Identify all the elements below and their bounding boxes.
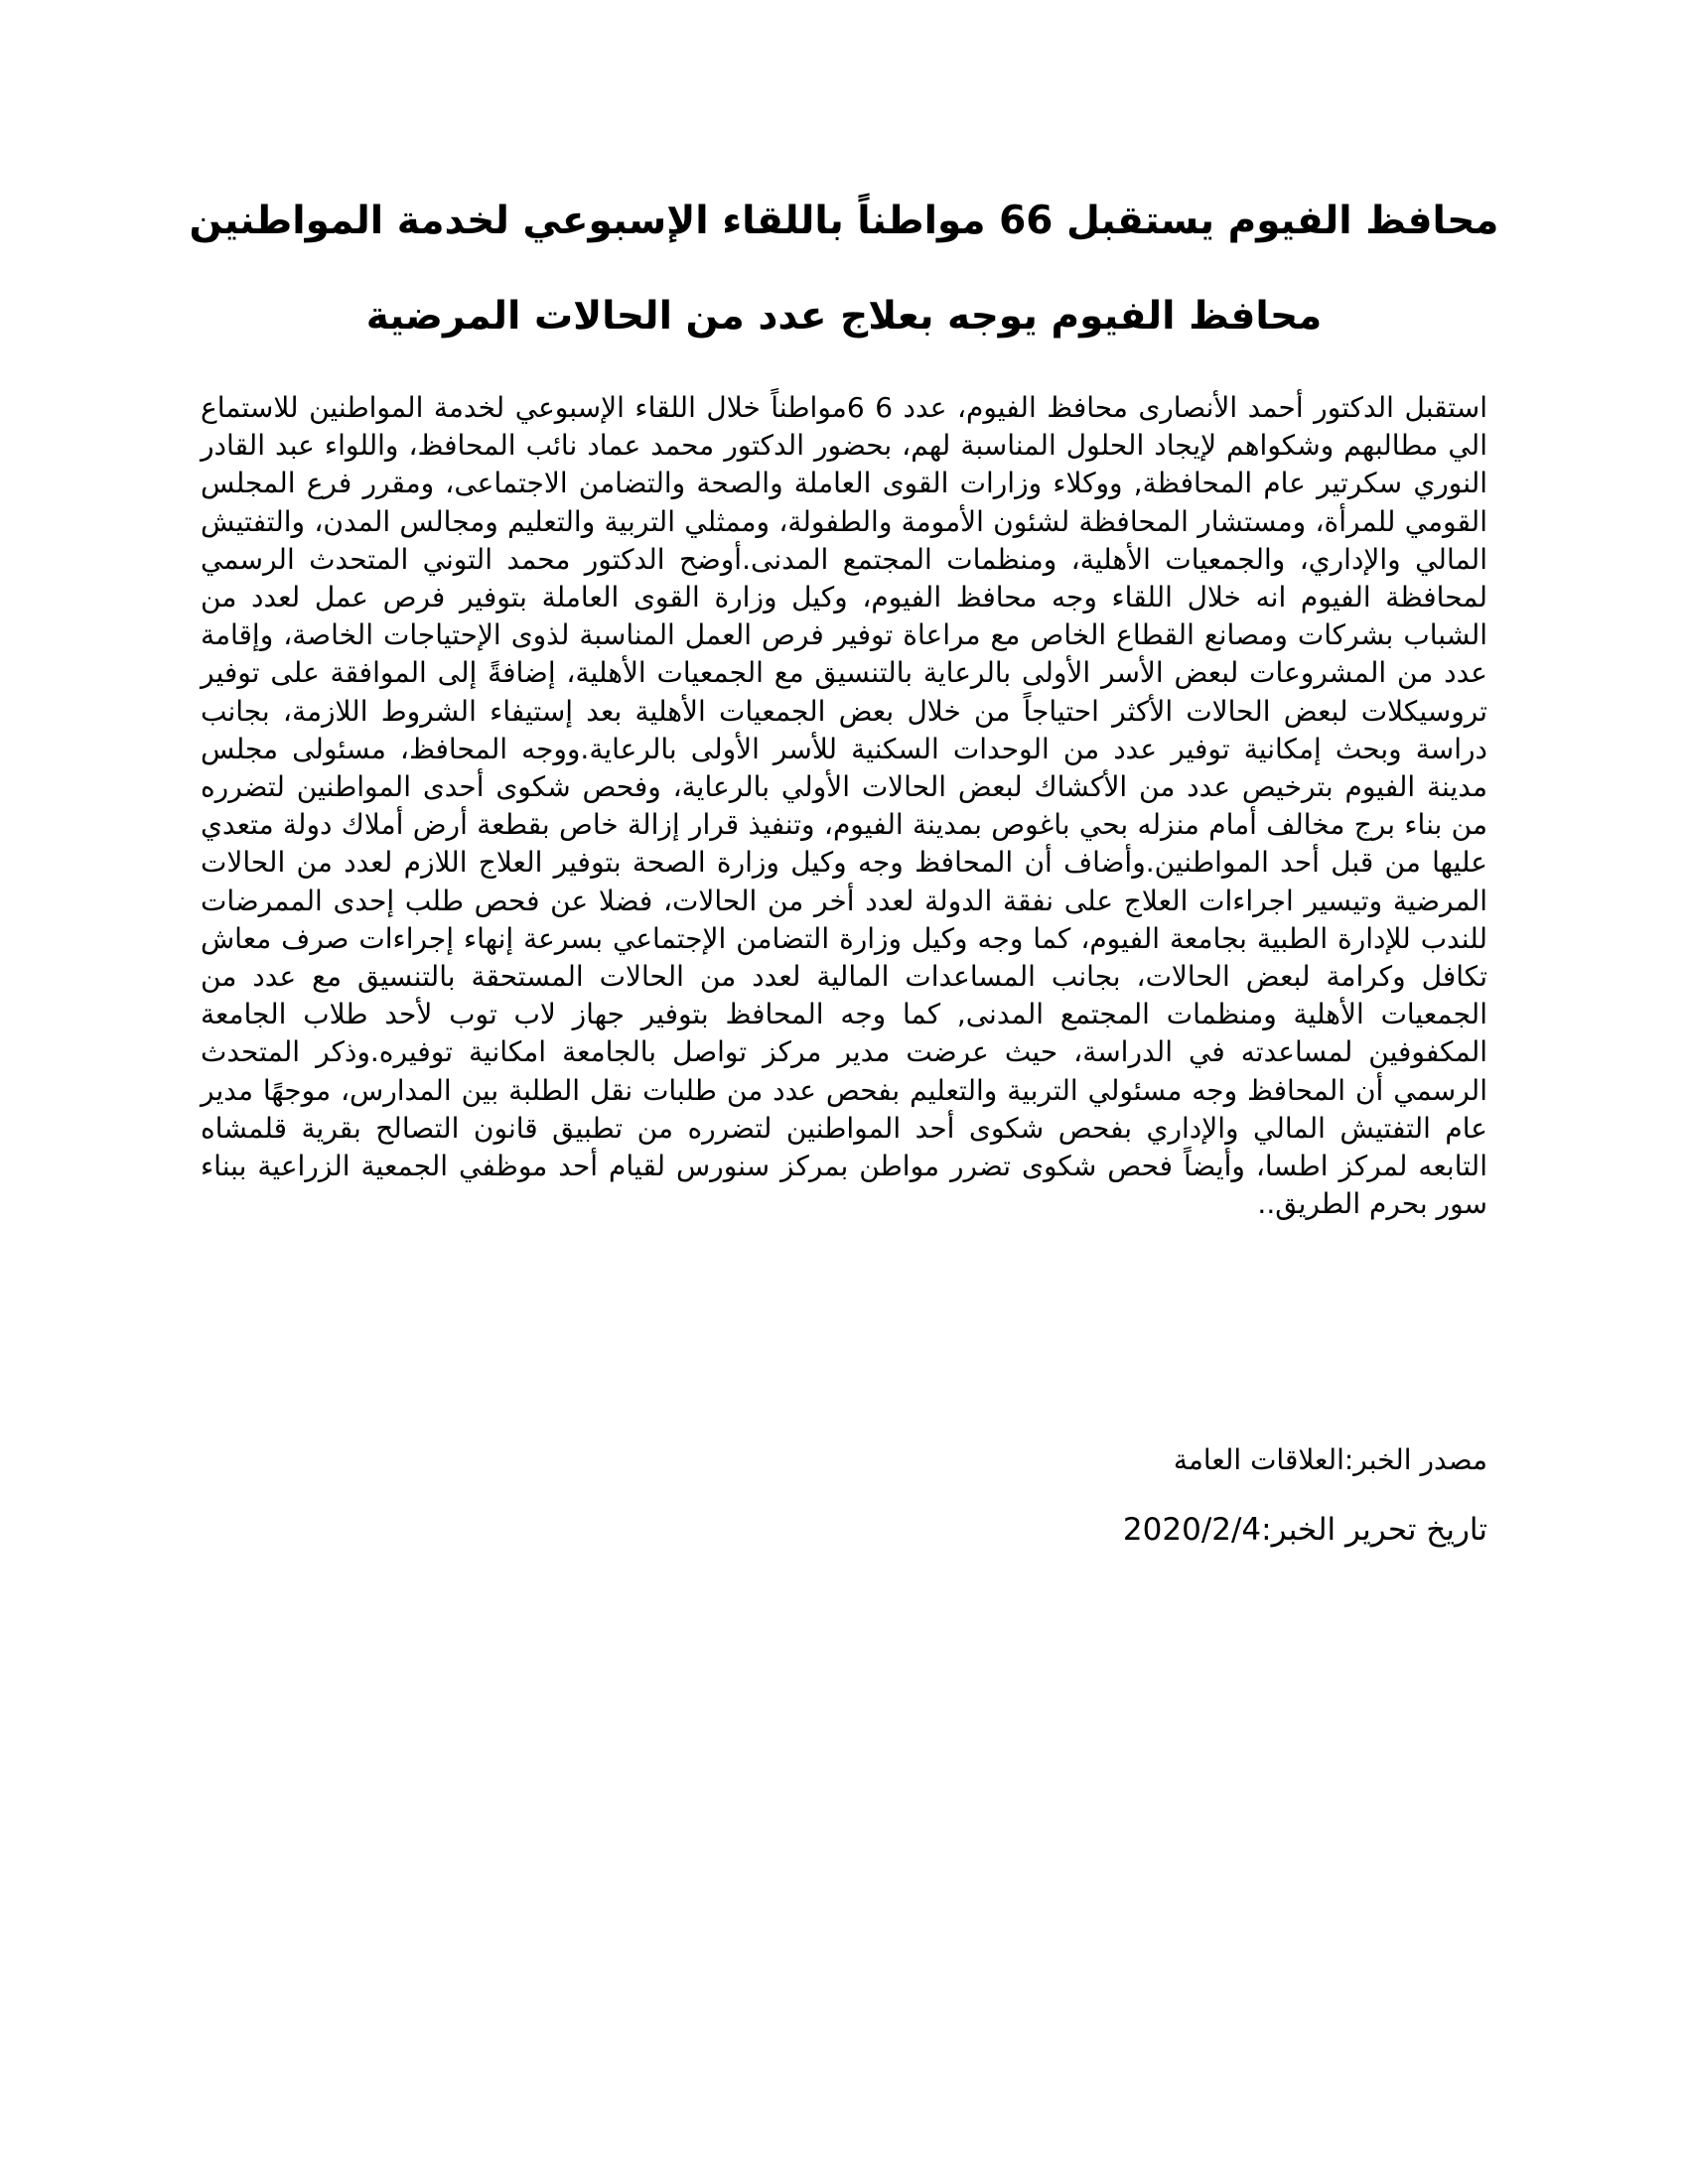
article-body: استقبل الدكتور أحمد الأنصارى محافظ الفيوم، عدد 6 6مواطناً خلال اللقاء الإسبوعي لخدمة المواطنين للاستماع الي مطالبهم وشكواهم لإيجاد الحلول المناسبة لهم، بحضور الدكتور محمد عماد نائب المحافظ، واللواء عبد القادر النوري سكرتير عام المحافظة, ووكلاء وزارات القوى العاملة والصحة والتضامن الاجتماعى، ومقرر فرع المجلس القومي للمرأة، ومستشار المحافظة لشئون الأمومة والطفولة، وممثلي التربية والتعليم ومجالس المدن، والتفتيش المالي والإداري، والجمعيات الأهلية، ومنظمات المجتمع المدنى.أوضح الدكتور محمد التوني المتحدث الرسمي لمحافظة الفيوم انه خلال اللقاء وجه محافظ الفيوم، وكيل وزارة القوى العاملة بتوفير فرص عمل لعدد من الشباب بشركات ومصانع القطاع الخاص مع مراعاة توفير فرص العمل المناسبة لذوى الإحتياجات الخاصة، وإقامة عدد من المشروعات لبعض الأسر الأولى بالرعاية بالتنسيق مع الجمعيات الأهلية، إضافةً إلى الموافقة على توفير تروسيكلات لبعض الحالات الأكثر احتياجاً من خلال بعض الجمعيات الأهلية بعد إستيفاء الشروط اللازمة، بجانب دراسة وبحث إمكانية توفير عدد من الوحدات السكنية للأسر الأولى بالرعاية.ووجه المحافظ، مسئولى مجلس مدينة الفيوم بترخيص عدد من الأكشاك لبعض الحالات الأولي بالرعاية، وفحص شكوى أحدى المواطنين لتضرره من بناء برج مخالف أمام منزله بحي باغوص بمدينة الفيوم، وتنفيذ قرار إزالة خاص بقطعة أرض أملاك دولة متعدي عليها من قبل أحد المواطنين.وأضاف أن المحافظ وجه وكيل وزارة الصحة بتوفير العلاج اللازم لعدد من الحالات المرضية وتيسير اجراءات العلاج على نفقة الدولة لعدد أخر من الحالات، فضلا عن فحص طلب إحدى الممرضات للندب للإدارة الطبية بجامعة الفيوم، كما وجه وكيل وزارة التضامن الإجتماعي بسرعة إنهاء إجراءات صرف معاش تكافل وكرامة لبعض الحالات، بجانب المساعدات المالية لعدد من الحالات المستحقة بالتنسيق مع عدد من الجمعيات الأهلية ومنظمات المجتمع المدنى, كما وجه المحافظ بتوفير جهاز لاب توب لأحد طلاب الجامعة المكفوفين لمساعدته في الدراسة، حيث عرضت مدير مركز تواصل بالجامعة امكانية توفيره.وذكر المتحدث الرسمي أن المحافظ وجه مسئولي التربية والتعليم بفحص عدد من طلبات نقل الطلبة بين المدارس، موجهًا مدير عام التفتيش المالي والإداري بفحص شكوى أحد المواطنين لتضرره من تطبيق قانون التصالح بقرية قلمشاه التابعه لمركز اطسا، وأيضاً فحص شكوى تضرر مواطن بمركز سنورس لقيام أحد موظفي الجمعية الزراعية ببناء سور بحرم الطريق.. <box>201 391 1487 1221</box>
article-subtitle: محافظ الفيوم يوجه بعلاج عدد من الحالات المرضية <box>365 294 1323 339</box>
news-date: تاريخ تحرير الخبر:2020/2/4 <box>1122 1512 1487 1548</box>
article-title: محافظ الفيوم يستقبل 66 مواطناً باللقاء الإسبوعي لخدمة المواطنين <box>189 199 1499 243</box>
news-source: مصدر الخبر:العلاقات العامة <box>1173 1443 1487 1476</box>
